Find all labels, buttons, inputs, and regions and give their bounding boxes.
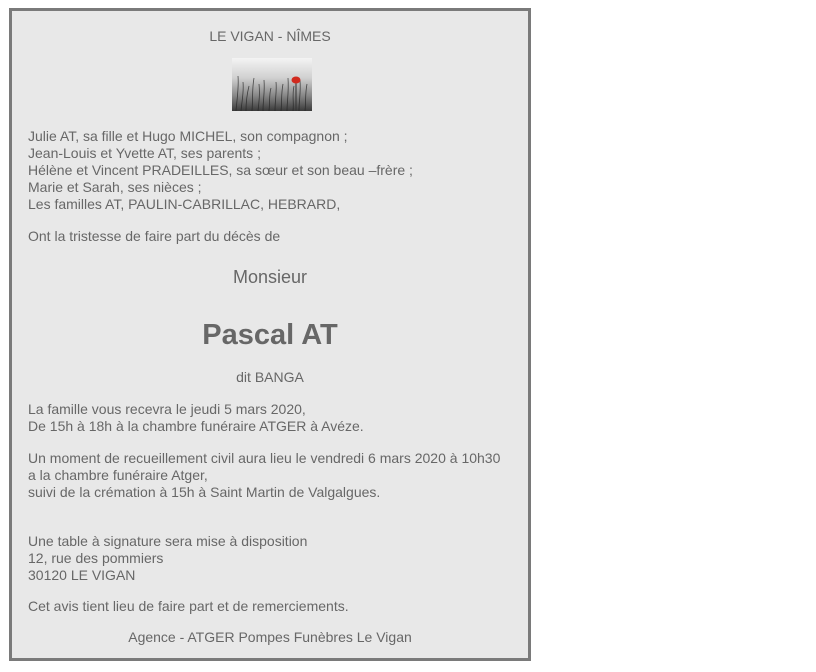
family-line-5: Les familles AT, PAULIN-CABRILLAC, HEBRARD, [28, 196, 341, 212]
signature-line-1: Une table à signature sera mise à disposition [28, 533, 308, 549]
closing-text: Cet avis tient lieu de faire part et de remerciements. [28, 598, 349, 614]
ceremony-line-3: suivi de la crémation à 15h à Saint Martin de Valgalgues. [28, 484, 381, 500]
signature-line-2: 12, rue des pommiers [28, 550, 164, 566]
ceremony-line-1: Un moment de recueillement civil aura lieu le vendredi 6 mars 2020 à 10h30 [28, 450, 501, 466]
family-line-1: Julie AT, sa fille et Hugo MICHEL, son compagnon ; [28, 128, 348, 144]
deceased-nickname: dit BANGA [236, 369, 304, 385]
family-line-3: Hélène et Vincent PRADEILLES, sa sœur et son beau –frère ; [28, 162, 413, 178]
family-line-2: Jean-Louis et Yvette AT, ses parents ; [28, 145, 261, 161]
poppy-field-photo [232, 58, 312, 111]
deceased-title: Monsieur [232, 267, 308, 287]
deceased-name: Pascal AT [202, 319, 338, 351]
ceremony-line-2: a la chambre funéraire Atger, [28, 467, 208, 483]
family-line-4: Marie et Sarah, ses nièces ; [28, 179, 202, 195]
visit-line-2: De 15h à 18h à la chambre funéraire ATGER à Avéze. [28, 418, 364, 434]
visit-line-1: La famille vous recevra le jeudi 5 mars 2020, [28, 401, 306, 417]
obituary-notice [9, 8, 531, 661]
signature-line-3: 30120 LE VIGAN [28, 567, 136, 583]
agency-name: Agence - ATGER Pompes Funèbres Le Vigan [128, 629, 412, 645]
announcement-text: Ont la tristesse de faire part du décès de [28, 228, 281, 244]
location-header: LE VIGAN - NÎMES [209, 28, 331, 44]
